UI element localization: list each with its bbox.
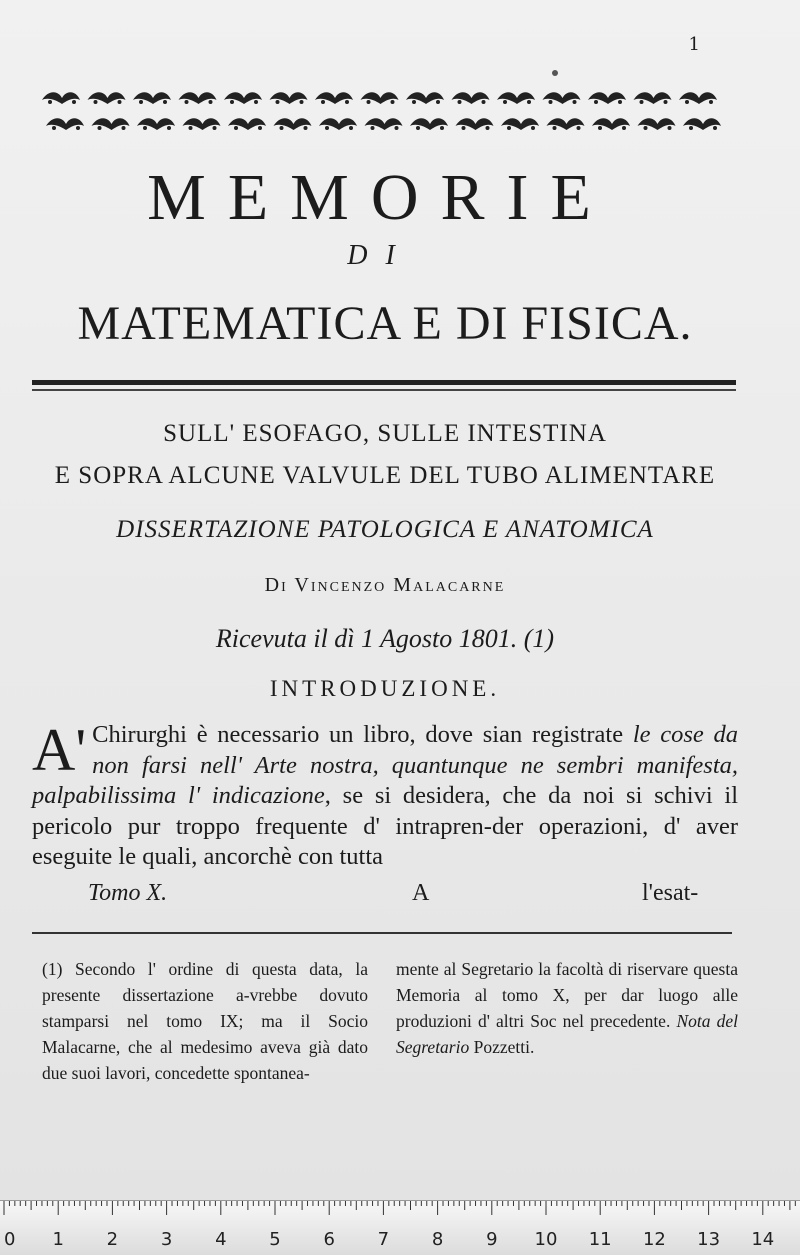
leaf-ornament [501, 118, 539, 130]
leaf-ornament [410, 118, 448, 130]
leaf-ornament [228, 118, 266, 130]
leaf-ornament [547, 118, 585, 130]
ruler-label: 1 [52, 1229, 64, 1250]
footnote-left-column: (1) Secondo l' ordine di questa data, la presente dissertazione a-vrebbe dovuto stamparsi nel tomo IX; ma il Socio Malacarne, che al medesimo aveva già dato due suoi lavori, concedette spontanea- [42, 959, 368, 1083]
ruler-label: 7 [377, 1229, 390, 1250]
leaf-ornament [224, 92, 262, 104]
page-number: 1 [688, 34, 700, 55]
ruler-label: 2 [106, 1229, 119, 1250]
leaf-ornament [452, 92, 490, 104]
footnote-right-column [396, 956, 738, 1060]
volume-label: Tomo X. [88, 880, 168, 906]
leaf-ornament [365, 118, 403, 130]
ruler-label: 3 [160, 1229, 173, 1250]
body-segment-1: Chirurghi è necessario un libro, dove sian registrate [92, 721, 633, 748]
signature-mark: A [412, 880, 430, 906]
ruler-label: 8 [431, 1229, 444, 1250]
footnote-note-label: Nota del Segretario [396, 1011, 738, 1057]
article-title-line-1: SULL' ESOFAGO, SULLE INTESTINA [163, 420, 607, 447]
leaf-ornament [88, 92, 126, 104]
measurement-ruler [0, 1200, 800, 1255]
title-rule-thin [32, 389, 736, 391]
ruler-label: 13 [697, 1229, 721, 1250]
leaf-ornament [183, 118, 221, 130]
leaf-ornament [361, 92, 399, 104]
leaf-ornament [319, 118, 357, 130]
journal-title: MEMORIE [147, 161, 613, 234]
footnote-signer: Pozzetti. [469, 1037, 535, 1057]
ornamental-border [40, 88, 724, 138]
leaf-ornament [638, 118, 676, 130]
journal-title-di: DI [347, 240, 413, 271]
ruler-label: 0 [4, 1229, 16, 1250]
footnote-right-text: mente al Segretario la facoltà di riservare questa Memoria al tomo X, per dar luogo alle produzioni d' altri Soc nel precedente. [396, 959, 738, 1031]
body-paragraph [32, 717, 739, 873]
journal-subtitle: MATEMATICA E DI FISICA. [77, 297, 693, 350]
ruler-label: 5 [269, 1229, 281, 1250]
leaf-ornament [588, 92, 626, 104]
leaf-ornament [137, 118, 175, 130]
leaf-ornament [315, 92, 353, 104]
leaf-ornament [406, 92, 444, 104]
leaf-ornament [133, 92, 171, 104]
article-title-line-3: DISSERTAZIONE PATOLOGICA E ANATOMICA [116, 516, 654, 543]
body-segment-3: , se si desidera, che da noi si schivi il pericolo pur troppo frequente d' intrapren-der operazioni, d' aver eseguite le quali, ancorchè con tutta [32, 782, 739, 870]
leaf-ornament [634, 92, 672, 104]
leaf-ornament [46, 118, 84, 130]
leaf-ornament [683, 118, 721, 130]
drop-cap: A' [32, 717, 87, 783]
ruler-scale [0, 1201, 800, 1255]
received-date: Ricevuta il dì 1 Agosto 1801. (1) [215, 624, 555, 653]
section-heading: INTRODUZIONE. [269, 676, 501, 701]
ruler-label: 6 [323, 1229, 335, 1250]
ruler-label: 12 [642, 1229, 666, 1250]
ruler-label: 14 [751, 1229, 775, 1250]
leaf-ornament [92, 118, 130, 130]
leaf-ornament [497, 92, 535, 104]
ruler-label: 10 [534, 1229, 558, 1250]
leaf-ornament [592, 118, 630, 130]
article-title-line-2: E SOPRA ALCUNE VALVULE DEL TUBO ALIMENTARE [54, 462, 716, 489]
ruler-label: 4 [215, 1229, 227, 1250]
title-rule-thick [32, 380, 736, 385]
footnote-rule [32, 932, 732, 934]
leaf-ornament [456, 118, 494, 130]
leaf-ornament [179, 92, 217, 104]
leaf-ornament [42, 92, 80, 104]
leaf-ornament [679, 92, 717, 104]
body-segment-2-italic: le cose da non farsi nell' Arte nostra, quantunque ne sembri manifesta, palpabilissima l' indicazione [32, 721, 738, 809]
ruler-label: 11 [588, 1229, 612, 1250]
leaf-ornament [543, 92, 581, 104]
leaf-ornament [270, 92, 308, 104]
leaf-ornament [274, 118, 312, 130]
ruler-label: 9 [486, 1229, 498, 1250]
catchword: l'esat- [642, 880, 699, 906]
ink-spot [552, 70, 558, 76]
article-author: Di Vincenzo Malacarne [264, 574, 506, 596]
